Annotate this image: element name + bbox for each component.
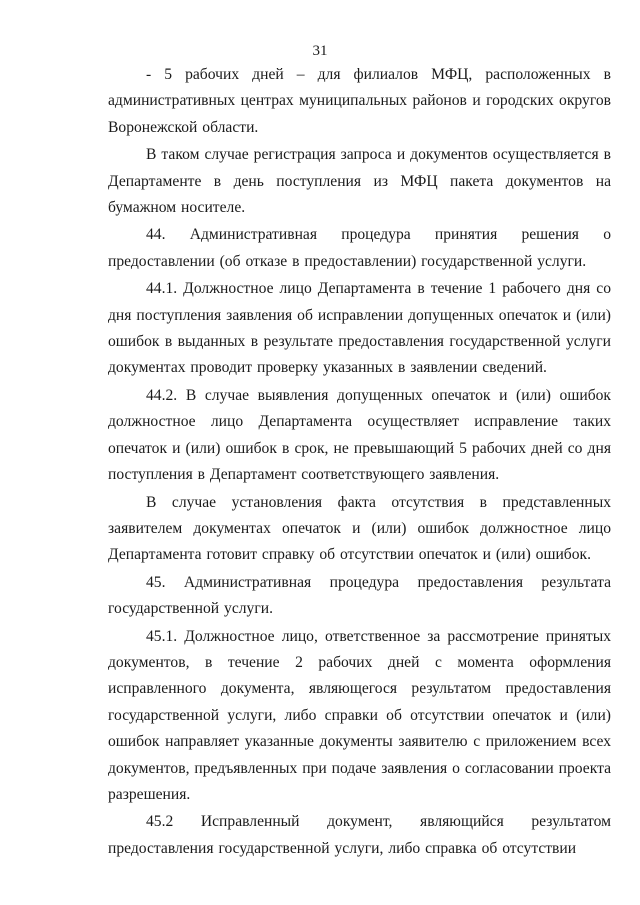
- page-number: 31: [312, 43, 328, 59]
- paragraph-registration: В таком случае регистрация запроса и документов осуществляется в Департаменте в день поступления из МФЦ пакета документов на бумажном носителе.: [108, 146, 611, 217]
- paragraph-no-errors-certificate: В случае установления факта отсутствия в представленных заявителем документах опечаток и (или) ошибок должностное лицо Департамента готовит справку об отсутствии опечаток и (или) ошибок.: [108, 493, 611, 564]
- document-body: [108, 62, 611, 862]
- paragraph-section-45-2: 45.2 Исправленный документ, являющийся результатом предоставления государственной услуги, либо справка об отсутствии: [108, 813, 611, 857]
- paragraph-section-45-1: 45.1. Должностное лицо, ответственное за рассмотрение принятых документов, в течение 2 рабочих дней с момента оформления исправленного документа, являющегося результатом предоставления государственной услуги, либо справки об отсутствии опечаток и (или) ошибок направляет указанные документы заявителю с приложением всех документов, предъявленных при подаче заявления о согласовании проекта разрешения.: [108, 627, 611, 803]
- paragraph-section-44-1: 44.1. Должностное лицо Департамента в течение 1 рабочего дня со дня поступления заявления об исправлении допущенных опечаток и (или) ошибок в выданных в результате предоставления государственной услуги документах проводит проверку указанных в заявлении сведений.: [108, 280, 611, 377]
- paragraph-section-44: 44. Административная процедура принятия решения о предоставлении (об отказе в предоставлении) государственной услуги.: [108, 226, 611, 270]
- paragraph-branch-deadline: - 5 рабочих дней – для филиалов МФЦ, расположенных в административных центрах муниципальных районов и городских округов Воронежской области.: [108, 66, 611, 136]
- paragraph-section-44-2: 44.2. В случае выявления допущенных опечаток и (или) ошибок должностное лицо Департамента осуществляет исправление таких опечаток и (или) ошибок в срок, не превышающий 5 рабочих дней со дня поступления в Департамент соответствующего заявления.: [108, 386, 611, 484]
- paragraph-section-45: 45. Административная процедура предоставления результата государственной услуги.: [108, 573, 611, 618]
